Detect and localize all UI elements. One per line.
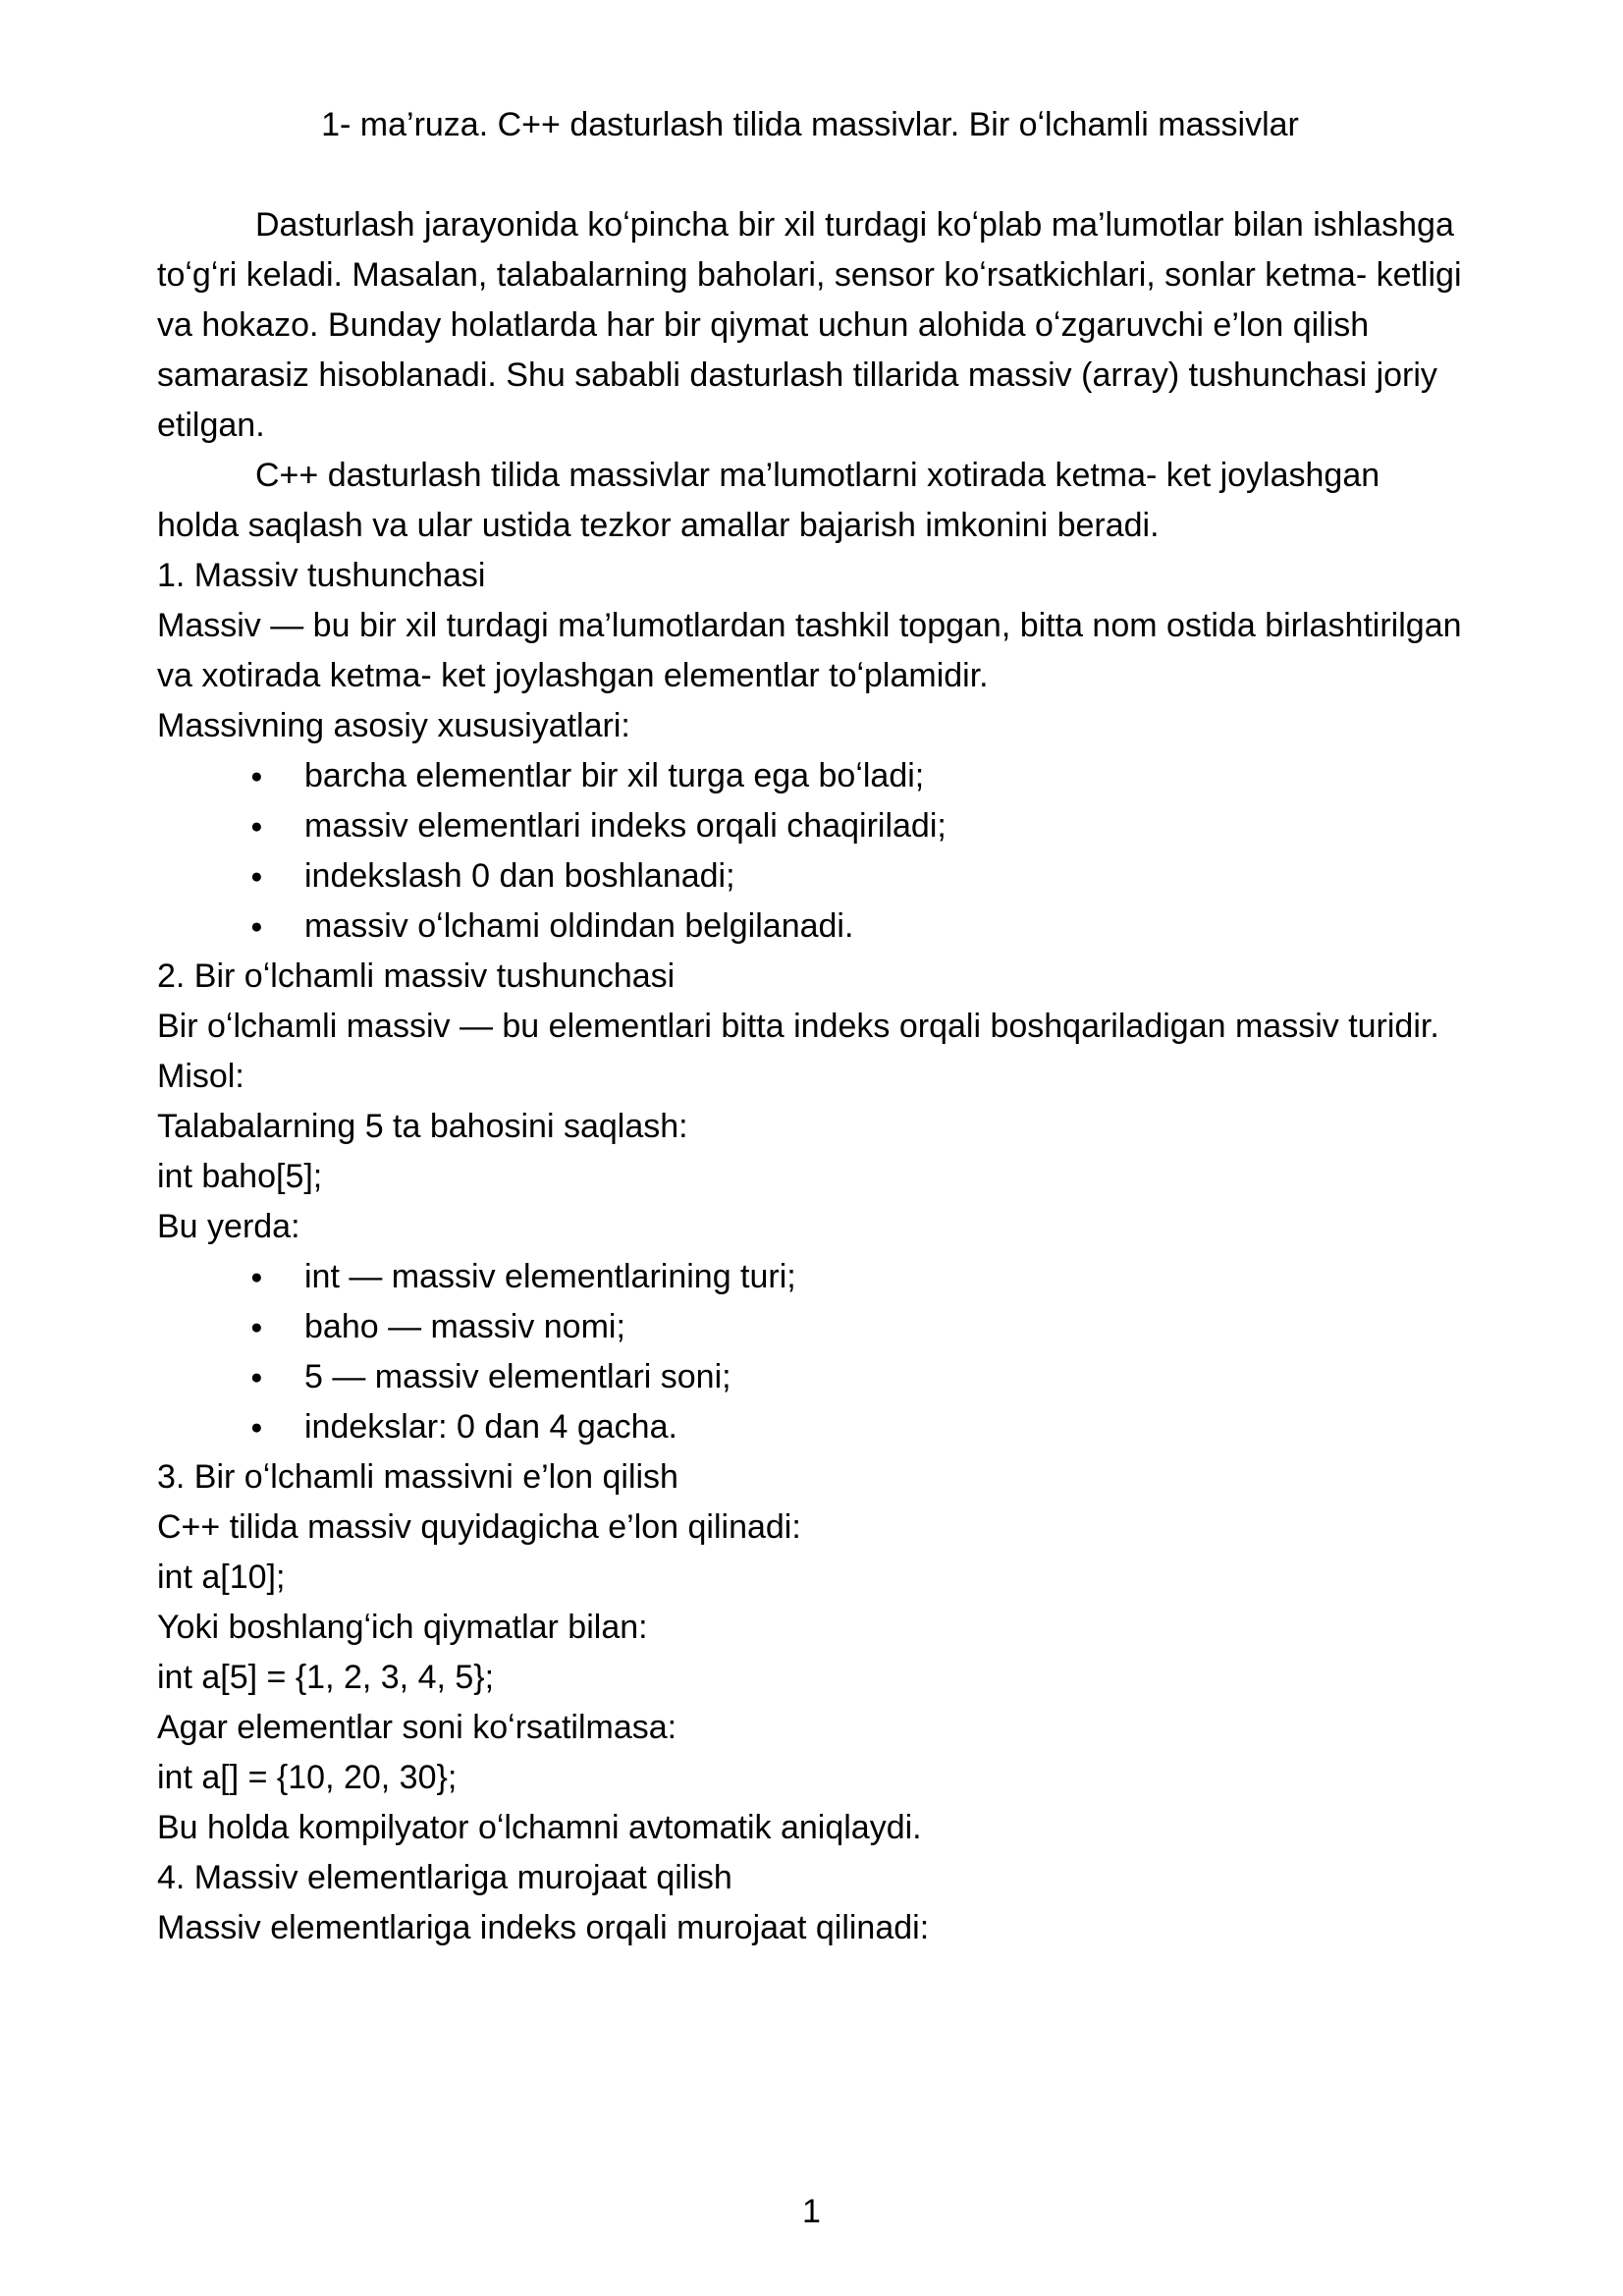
section-3-heading: 3. Bir oʻlchamli massivni e’lon qilish bbox=[157, 1458, 678, 1496]
section-1-paragraph-definition: Massiv — bu bir xil turdagi ma’lumotlardan tashkil topgan, bitta nom ostida birlashtirilgan va xotirada ketma- ket joylashgan elementlar toʻplamidir. bbox=[157, 607, 1462, 694]
section-2-paragraph-example-label: Misol: bbox=[157, 1058, 244, 1095]
list-item: ● 5 — massiv elementlari soni; bbox=[157, 1352, 1463, 1402]
list-item: ● baho — massiv nomi; bbox=[157, 1302, 1463, 1352]
features-list bbox=[157, 751, 1463, 952]
section-2-paragraph-definition: Bir oʻlchamli massiv — bu elementlari bitta indeks orqali boshqariladigan massiv turidir. bbox=[157, 1008, 1439, 1045]
section-1-paragraph-features-label: Massivning asosiy xususiyatlari: bbox=[157, 707, 630, 744]
list-item: ● int — massiv elementlarining turi; bbox=[157, 1252, 1463, 1302]
example-parts-list bbox=[157, 1252, 1463, 1452]
list-item: ● massiv oʻlchami oldindan belgilanadi. bbox=[157, 902, 1463, 952]
list-item: ● indekslar: 0 dan 4 gacha. bbox=[157, 1402, 1463, 1452]
section-3-paragraph-declare: C++ tilida massiv quyidagicha e’lon qilinadi: bbox=[157, 1508, 801, 1546]
section-3-code-line-3: int a[] = {10, 20, 30}; bbox=[157, 1759, 458, 1796]
document-title: 1- ma’ruza. C++ dasturlash tilida massivlar. Bir oʻlchamli massivlar bbox=[321, 106, 1299, 143]
section-2-paragraph-example-desc: Talabalarning 5 ta bahosini saqlash: bbox=[157, 1108, 688, 1145]
list-item: ● massiv elementlari indeks orqali chaqiriladi; bbox=[157, 801, 1463, 851]
section-3-paragraph-nosize: Agar elementlar soni koʻrsatilmasa: bbox=[157, 1709, 677, 1746]
intro-paragraph-1: Dasturlash jarayonida koʻpincha bir xil turdagi koʻplab ma’lumotlar bilan ishlashga toʻgʻri keladi. Masalan, talabalarning baholari, sensor koʻrsatkichlari, sonlar ketma- ketligi va hokazo. Bunday holatlarda har bir qiymat uchun alohida oʻzgaruvchi e’lon qilish samarasiz hisoblanadi. Shu sababli dasturlash tillarida massiv (array) tushunchasi joriy etilgan. bbox=[157, 206, 1462, 444]
list-item: ● barcha elementlar bir xil turga ega boʻladi; bbox=[157, 751, 1463, 801]
section-2-paragraph-explain-label: Bu yerda: bbox=[157, 1208, 300, 1245]
section-1-heading: 1. Massiv tushunchasi bbox=[157, 557, 486, 594]
document-body bbox=[157, 100, 1463, 1953]
section-3-code-line-2: int a[5] = {1, 2, 3, 4, 5}; bbox=[157, 1659, 495, 1696]
section-2-code-line: int baho[5]; bbox=[157, 1158, 323, 1195]
section-3-paragraph-init: Yoki boshlangʻich qiymatlar bilan: bbox=[157, 1609, 648, 1646]
section-4-heading: 4. Massiv elementlariga murojaat qilish bbox=[157, 1859, 732, 1896]
section-2-heading: 2. Bir oʻlchamli massiv tushunchasi bbox=[157, 957, 676, 995]
section-4-paragraph-access: Massiv elementlariga indeks orqali murojaat qilinadi: bbox=[157, 1909, 930, 1946]
intro-paragraph-2: C++ dasturlash tilida massivlar ma’lumotlarni xotirada ketma- ket joylashgan holda saqlash va ular ustida tezkor amallar bajarish imkonini beradi. bbox=[157, 457, 1380, 544]
list-item: ● indekslash 0 dan boshlanadi; bbox=[157, 851, 1463, 902]
section-3-code-line-1: int a[10]; bbox=[157, 1558, 286, 1596]
page-number: 1 bbox=[802, 2193, 821, 2230]
section-3-paragraph-auto: Bu holda kompilyator oʻlchamni avtomatik aniqlaydi. bbox=[157, 1809, 922, 1846]
